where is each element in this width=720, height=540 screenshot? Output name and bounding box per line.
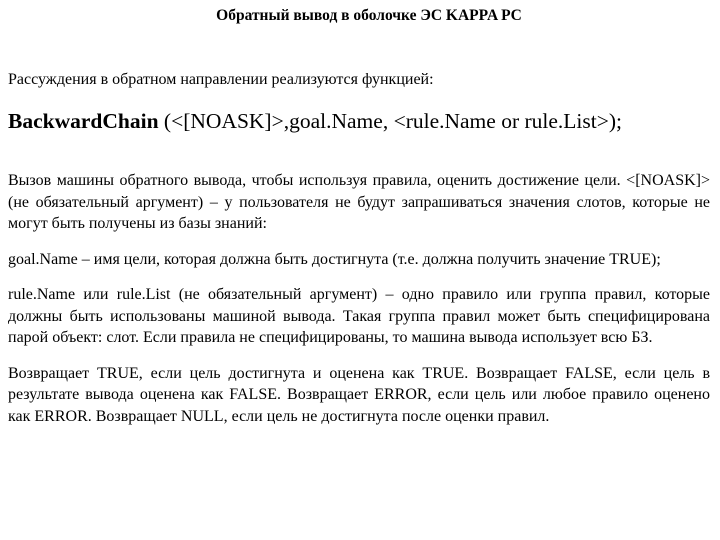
function-arguments: (<[NOASK]>,goal.Name, <rule.Name or rule.List>); [158,109,622,133]
function-name: BackwardChain [8,109,159,133]
paragraph-goal-name: goal.Name – имя цели, которая должна быть достигнута (т.е. должна получить значение TRUE); [8,250,661,268]
slide-page [8,6,710,427]
function-signature [8,108,710,134]
slide-title: Обратный вывод в оболочке ЭС KAPPA PC [216,7,522,24]
paragraph-description: Вызов машины обратного вывода, чтобы используя правила, оценить достижение цели. <[NOASK]> (не обязательный аргумент) – у пользователя не будут запрашиваться значения слотов, которые не могут быть получены из базы знаний: [8,172,710,232]
paragraph-rule-name: rule.Name или rule.List (не обязательный аргумент) – одно правило или группа правил, которые должны быть использованы машиной вывода. Такая группа правил может быть специфицирована парой объект: слот. Если правила не специфицированы, то машина вывода использует всю БЗ. [8,286,710,346]
paragraph-return-values: Возвращает TRUE, если цель достигнута и оценена как TRUE. Возвращает FALSE, если цель в результате вывода оценена как FALSE. Возвращает ERROR, если цель или любое правило оценено как ERROR. Возвращает NULL, если цель не достигнута после оценки правил. [8,364,710,425]
intro-text: Рассуждения в обратном направлении реализуются функцией: [8,71,434,88]
